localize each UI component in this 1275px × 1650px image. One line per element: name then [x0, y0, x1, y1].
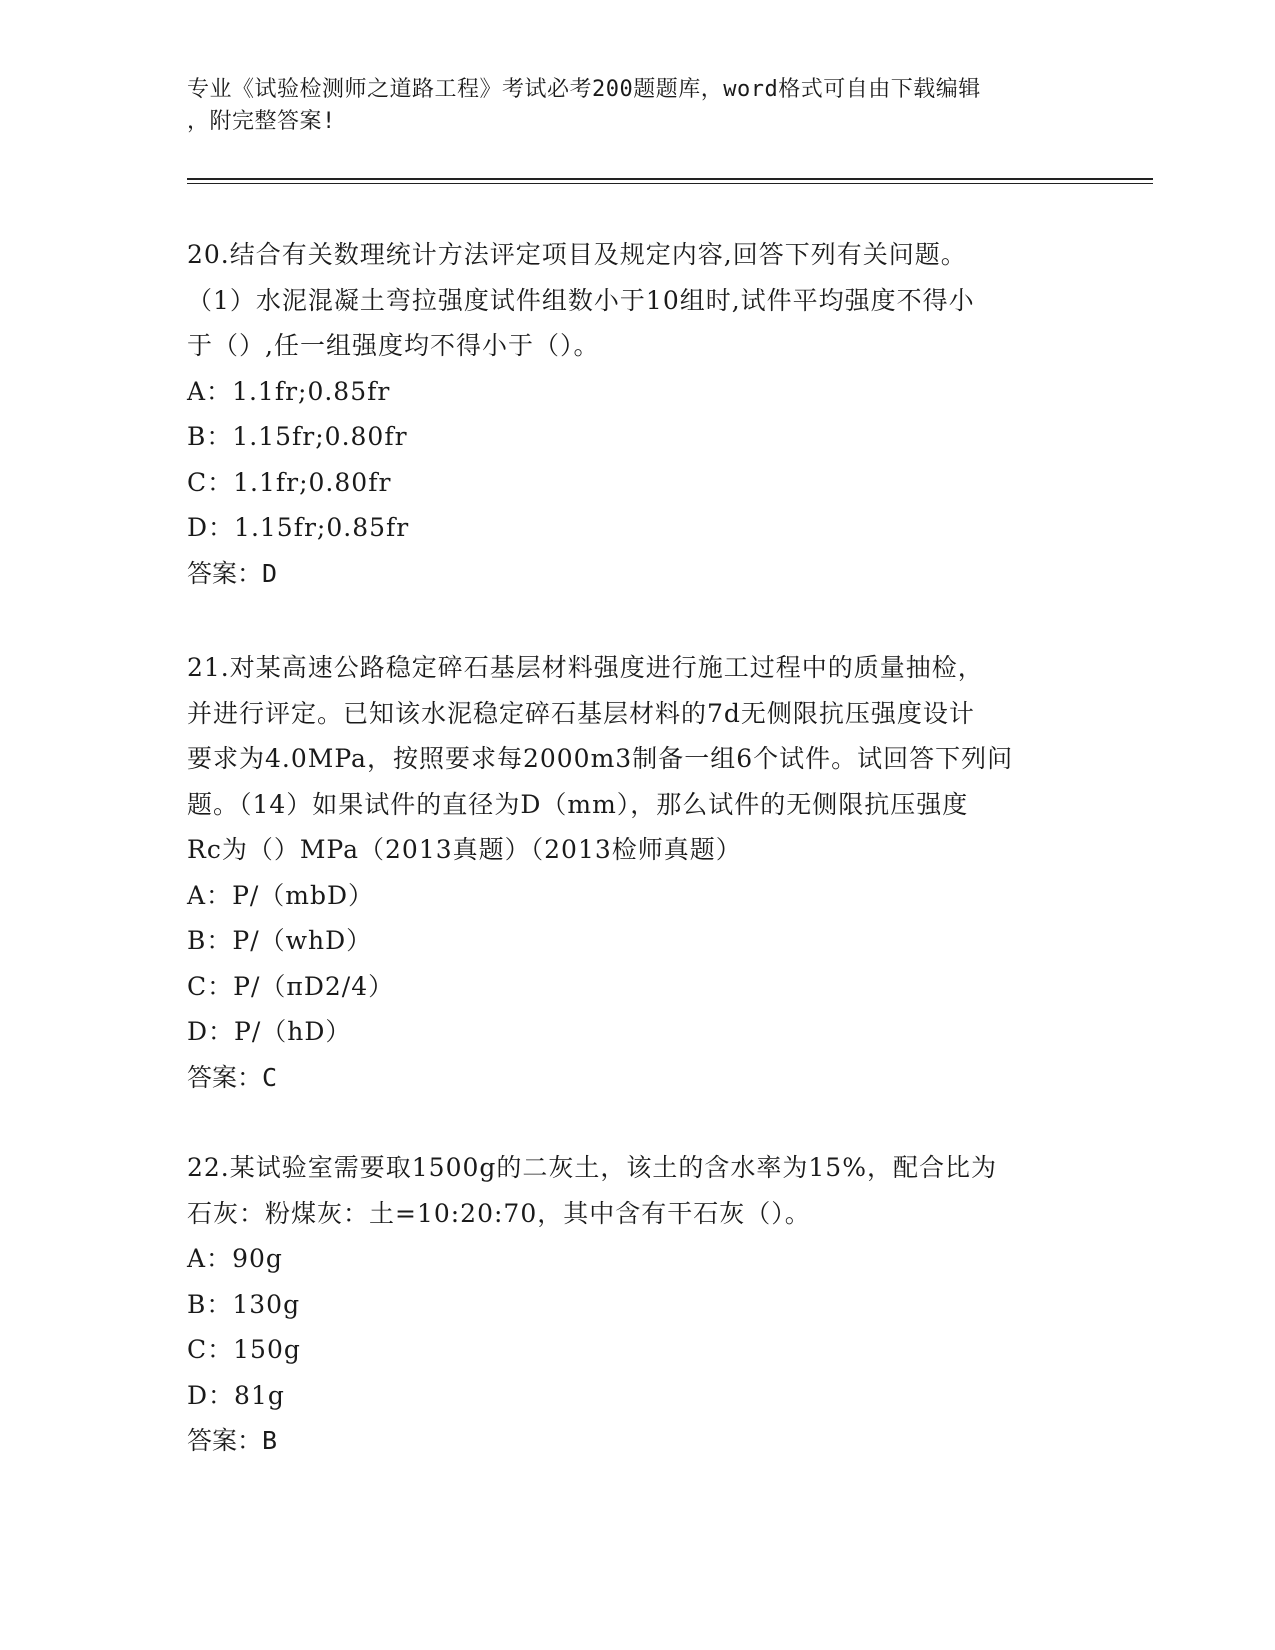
- option-key: B：: [187, 926, 233, 955]
- option-text: 1.15fr;0.80fr: [232, 422, 408, 451]
- option-key: C：: [187, 971, 234, 1001]
- option-text: 90g: [232, 1244, 283, 1273]
- option-a: [187, 1236, 1087, 1282]
- question-line: 21.对某高速公路稳定碎石基层材料强度进行施工过程中的质量抽检，: [187, 653, 984, 682]
- answer-label: 答案：D: [187, 558, 278, 588]
- question-line: 22.某试验室需要取1500g的二灰土，该土的含水率为15%，配合比为: [187, 1153, 997, 1182]
- document-header: [187, 74, 1087, 138]
- question-line: 并进行评定。已知该水泥稳定碎石基层材料的7d无侧限抗压强度设计: [187, 698, 975, 728]
- option-text: 130g: [232, 1289, 301, 1319]
- question-stem: [187, 645, 1087, 873]
- option-text: 150g: [233, 1335, 301, 1364]
- question-line: 要求为4.0MPa，按照要求每2000m3制备一组6个试件。试回答下列问: [187, 744, 1014, 773]
- option-c: [187, 964, 1087, 1010]
- option-key: D：: [187, 1380, 235, 1410]
- option-a: [187, 873, 1087, 919]
- option-key: B：: [187, 422, 233, 451]
- question-line: 于（）,任一组强度均不得小于（）。: [187, 331, 600, 360]
- answer-label: 答案：B: [187, 1426, 278, 1455]
- option-d: [187, 1373, 1087, 1419]
- question-stem: [187, 1145, 1087, 1236]
- option-a: [187, 369, 1087, 415]
- option-key: B：: [187, 1289, 233, 1319]
- question-20: [187, 232, 1087, 596]
- option-key: D：: [187, 1017, 235, 1046]
- option-text: P/（hD）: [234, 1017, 352, 1046]
- header-divider-bottom: [187, 183, 1153, 184]
- option-text: P/（mbD）: [232, 880, 375, 910]
- question-line: 20.结合有关数理统计方法评定项目及规定内容,回答下列有关问题。: [187, 240, 967, 269]
- option-key: A：: [187, 880, 233, 910]
- option-d: [187, 505, 1087, 551]
- option-c: [187, 460, 1087, 506]
- header-line-1: 专业《试验检测师之道路工程》考试必考200题题库，word格式可自由下载编辑: [187, 77, 981, 102]
- option-key: D：: [187, 513, 235, 542]
- option-c: [187, 1327, 1087, 1373]
- header-divider-top: [187, 178, 1153, 180]
- option-b: [187, 414, 1087, 460]
- option-d: [187, 1009, 1087, 1055]
- question-line: （1）水泥混凝土弯拉强度试件组数小于10组时,试件平均强度不得小: [187, 285, 975, 315]
- option-key: C：: [187, 1335, 234, 1364]
- question-21: [187, 645, 1087, 1100]
- question-line: 题。（14）如果试件的直径为D（mm），那么试件的无侧限抗压强度: [187, 789, 969, 819]
- option-key: A：: [187, 376, 233, 406]
- header-line-2: ，附完整答案!: [187, 109, 336, 134]
- option-text: 1.1fr;0.80fr: [233, 467, 392, 497]
- question-line: Rc为（）MPa（2013真题）（2013检师真题）: [187, 835, 742, 864]
- option-text: 1.15fr;0.85fr: [234, 513, 410, 542]
- option-text: 1.1fr;0.85fr: [232, 376, 391, 406]
- option-text: P/（πD2/4）: [233, 971, 395, 1001]
- answer-label: 答案：C: [187, 1062, 278, 1092]
- question-line: 石灰：粉煤灰：土=10:20:70，其中含有干石灰（）。: [187, 1198, 811, 1228]
- option-key: A：: [187, 1244, 233, 1273]
- option-text: 81g: [234, 1380, 285, 1410]
- option-b: [187, 1282, 1087, 1328]
- question-stem: [187, 232, 1087, 369]
- question-22: [187, 1145, 1087, 1464]
- option-b: [187, 918, 1087, 964]
- option-key: C：: [187, 467, 234, 497]
- option-text: P/（whD）: [232, 926, 373, 955]
